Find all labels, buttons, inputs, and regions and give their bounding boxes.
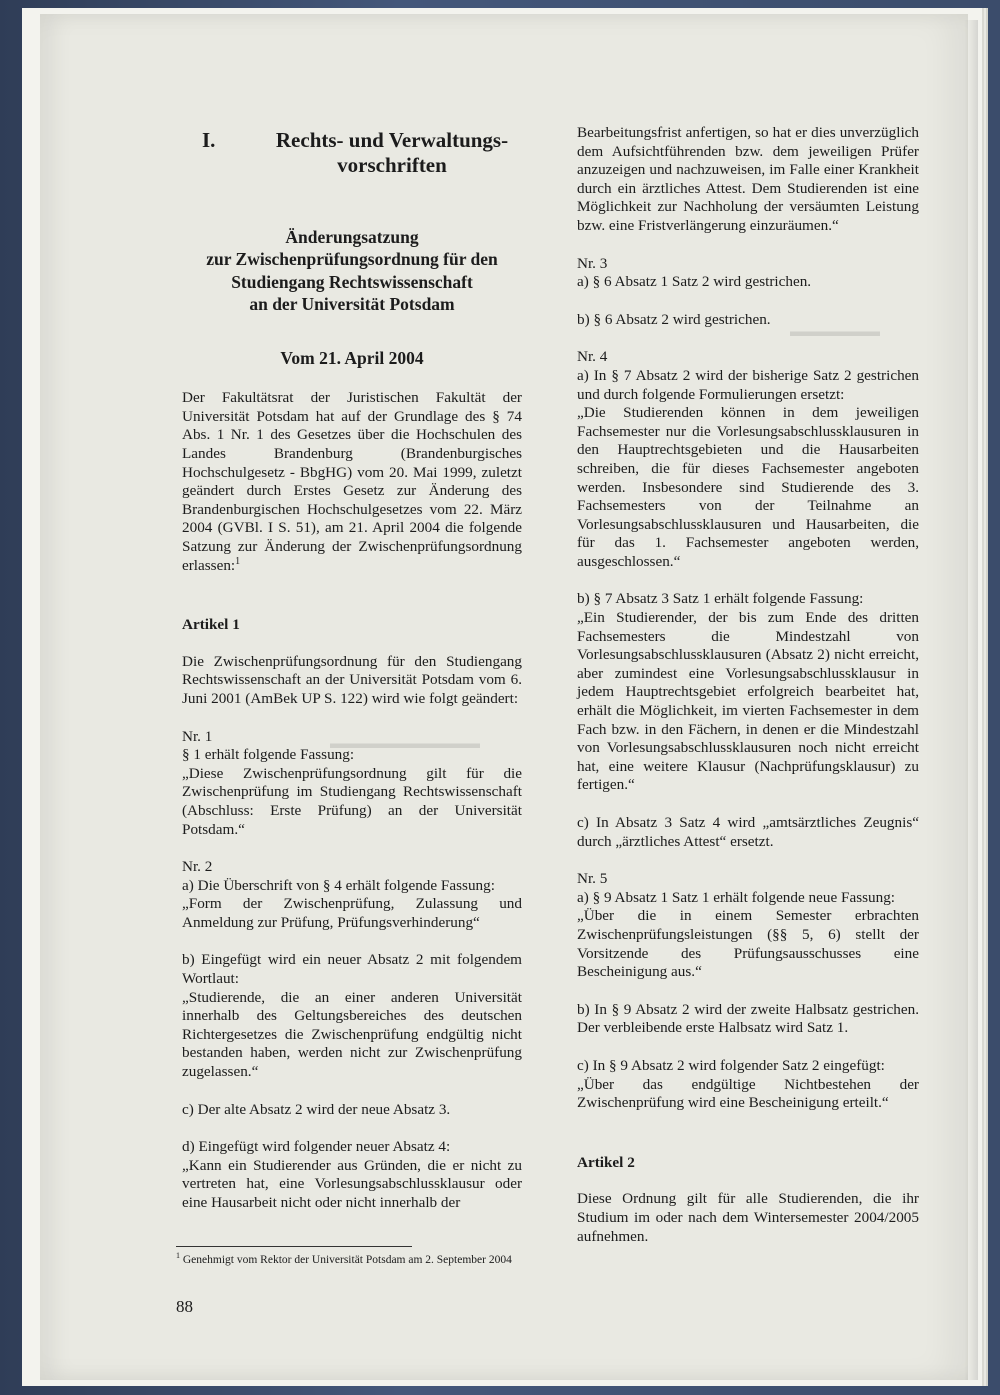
article-2-heading: Artikel 2	[577, 1153, 635, 1171]
right-column	[577, 124, 919, 1246]
document-title-line: zur Zwischenprüfungsordnung für den	[206, 249, 498, 270]
nr2-d-quote: „Kann ein Studierender aus Gründen, die er nicht zu vertreten hat, eine Vorlesungsabschlussklausur oder eine Hausarbeit nicht oder nicht innerhalb der	[182, 1156, 522, 1211]
nr4-c: c) In Absatz 3 Satz 4 wird „amtsärztliches Zeugnis“ durch „ärztliches Attest“ ersetzt.	[577, 814, 919, 850]
footnote-mark: 1	[176, 1251, 180, 1261]
document-title-line: an der Universität Potsdam	[249, 294, 455, 315]
nr4-a-quote: „Die Studierenden können in dem jeweiligen Fachsemester nur die Vorlesungsabschlussklausuren in den Hauptrechtsgebieten und die Hausarbeiten schreiben, die für dieses Fachsemester angeboten werden. Insbesondere sind Studierende des 3. Fachsemesters von der Teilnahme an Vorlesungsabschlussklausuren und Hausarbeiten, die für das 1. Fachsemester angeboten werden, ausgeschlossen.“	[577, 404, 919, 570]
nr4-b: b) § 7 Absatz 3 Satz 1 erhält folgende Fassung:	[577, 590, 864, 608]
preamble	[182, 389, 522, 575]
document-date: Vom 21. April 2004	[280, 347, 424, 368]
chapter-number: I.	[202, 128, 216, 152]
nr2-d: d) Eingefügt wird folgender neuer Absatz 4:	[182, 1138, 451, 1156]
document-title-line: Studiengang Rechtswissenschaft	[231, 271, 473, 292]
chapter-title: Rechts- und Verwaltungs- vorschriften	[275, 128, 509, 177]
nr5-b: b) In § 9 Absatz 2 wird der zweite Halbsatz gestrichen. Der verbleibende erste Halbsatz wird Satz 1.	[577, 1000, 919, 1037]
nr4-a: a) In § 7 Absatz 2 wird der bisherige Satz 2 gestrichen und durch folgende Formulierungen ersetzt:	[577, 366, 919, 403]
preamble-text: Der Fakultätsrat der Juristischen Fakultät der Universität Potsdam hat auf der Grundlage des § 74 Abs. 1 Nr. 1 des Gesetzes über die Hochschulen des Landes Brandenburg (Brandenburgisches Hochschulgesetz - BbgHG) vom 20. Mai 1999, zuletzt geändert durch Erstes Gesetz zur Änderung des Brandenburgischen Hochschulgesetzes vom 22. März 2004 (GVBl. I S. 51), am 21. April 2004 die folgende Satzung zur Änderung der Zwischenprüfungsordnung erlassen:	[182, 389, 522, 574]
nr3-b: b) § 6 Absatz 2 wird gestrichen.	[577, 310, 771, 328]
nr2-label: Nr. 2	[182, 858, 213, 876]
nr3-a: a) § 6 Absatz 1 Satz 2 wird gestrichen.	[577, 273, 812, 291]
nr1-label: Nr. 1	[182, 727, 213, 745]
left-column	[182, 128, 522, 1213]
nr2-a: a) Die Überschrift von § 4 erhält folgende Fassung:	[182, 876, 495, 894]
nr2-a-quote: „Form der Zwischenprüfung, Zulassung und Anmeldung zur Prüfung, Prüfungsverhinderung“	[182, 895, 522, 931]
nr4-label: Nr. 4	[577, 348, 608, 366]
nr5-label: Nr. 5	[577, 870, 608, 888]
footnote-text: Genehmigt vom Rektor der Universität Potsdam am 2. September 2004	[182, 1254, 512, 1266]
footnote-reference: 1	[235, 555, 241, 567]
page-gutter-shadow	[964, 20, 978, 1380]
chapter-heading	[182, 128, 522, 178]
nr5-c-quote: „Über das endgültige Nichtbestehen der Zwischenprüfung wird eine Bescheinigung erteilt.“	[577, 1075, 919, 1112]
nr5-c: c) In § 9 Absatz 2 wird folgender Satz 2 eingefügt:	[577, 1056, 885, 1074]
footnote	[176, 1253, 522, 1268]
article-2-text: Diese Ordnung gilt für alle Studierenden, die ihr Studium im oder nach dem Wintersemester 2004/2005 aufnehmen.	[577, 1190, 919, 1245]
nr2-b: b) Eingefügt wird ein neuer Absatz 2 mit folgendem Wortlaut:	[182, 951, 522, 988]
page-number: 88	[176, 1297, 193, 1316]
nr2-c: c) Der alte Absatz 2 wird der neue Absatz 3.	[182, 1100, 451, 1118]
nr1-quote: „Diese Zwischenprüfungsordnung gilt für die Zwischenprüfung im Studiengang Rechtswissenschaft (Abschluss: Erste Prüfung) an der Universität Potsdam.“	[182, 764, 522, 838]
nr2-b-quote: „Studierende, die an einer anderen Universität innerhalb des Geltungsbereiches des deutschen Richtergesetzes die Zwischenprüfung endgültig nicht bestanden haben, werden nicht zur Zwischenprüfung zugelassen.“	[182, 988, 522, 1081]
nr5-a: a) § 9 Absatz 1 Satz 1 erhält folgende neue Fassung:	[577, 888, 896, 906]
footnote-divider	[176, 1246, 412, 1247]
continuation-text: Bearbeitungsfrist anfertigen, so hat er dies unverzüglich dem Aufsichtführenden bzw. dem jeweiligen Prüfer anzuzeigen und nachzuweisen, im Falle einer Krankheit durch ein ärztliches Attest. Dem Studierenden ist eine Möglichkeit zur Nachholung der versäumten Leistung bzw. eine Fristverlängerung einzuräumen.“	[577, 124, 919, 234]
nr5-a-quote: „Über die in einem Semester erbrachten Zwischenprüfungsleistungen (§§ 5, 6) stellt der Vorsitzende des Prüfungsausschusses eine Bescheinigung aus.“	[577, 907, 919, 981]
document-title	[182, 226, 522, 316]
article-1-intro: Die Zwischenprüfungsordnung für den Studiengang Rechtswissenschaft an der Universität Potsdam vom 6. Juni 2001 (AmBek UP S. 122) wird wie folgt geändert:	[182, 652, 522, 707]
nr1-text: § 1 erhält folgende Fassung:	[182, 746, 355, 764]
article-1-heading: Artikel 1	[182, 616, 240, 634]
nr3-label: Nr. 3	[577, 254, 608, 272]
nr4-b-quote: „Ein Studierender, der bis zum Ende des dritten Fachsemesters die Mindestzahl von Vorlesungsabschlussklausuren (Absatz 2) nicht erreicht, aber zumindest eine Vorlesungsabschlussklausur in jedem Hauptrechtsgebiet erfolgreich bearbeitet hat, erhält die Möglichkeit, im vierten Fachsemester in dem Fach bzw. in den Fächern, in denen er die Mindestzahl von Vorlesungsabschlussklausuren noch nicht erreicht hat, eine weitere Klausur (Nachprüfungsklausur) zu fertigen.“	[577, 609, 919, 794]
document-title-line: Änderungsatzung	[285, 227, 419, 247]
